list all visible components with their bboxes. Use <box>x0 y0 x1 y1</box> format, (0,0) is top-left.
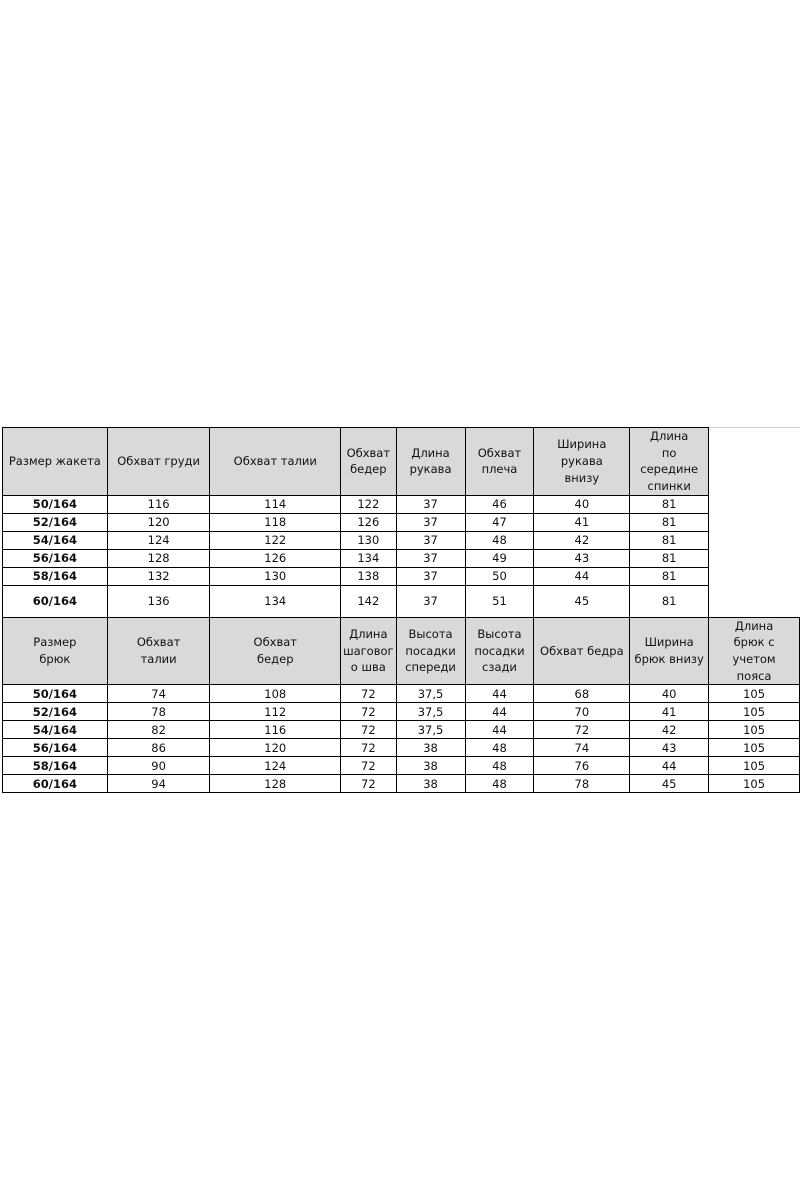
jacket-table-row <box>3 531 800 549</box>
jacket-value-cell: 43 <box>534 549 630 567</box>
header-text: брюк внизу <box>634 652 704 667</box>
jacket-value-cell: 37 <box>396 567 465 585</box>
header-text: Высота <box>408 627 453 642</box>
jacket-header-cell <box>630 428 709 496</box>
trousers-table-row <box>3 775 800 793</box>
header-text: брюк с учетом <box>732 635 776 667</box>
jacket-value-cell: 37 <box>396 513 465 531</box>
jacket-value-cell: 134 <box>210 585 341 617</box>
jacket-value-cell: 114 <box>210 495 341 513</box>
trousers-value-cell: 44 <box>465 685 534 703</box>
header-text: Обхват <box>136 635 181 650</box>
header-text: о шва <box>350 660 386 675</box>
trousers-header-cell <box>709 617 800 685</box>
jacket-value-cell: 37 <box>396 495 465 513</box>
header-text: плеча <box>481 462 518 477</box>
jacket-value-cell: 124 <box>107 531 210 549</box>
trousers-table-row <box>3 685 800 703</box>
trousers-header-cell <box>534 617 630 685</box>
jacket-value-cell: 122 <box>341 495 397 513</box>
trousers-header-cell <box>107 617 210 685</box>
jacket-header-cell <box>341 428 397 496</box>
header-text: Обхват бедра <box>540 643 624 658</box>
jacket-value-cell: 118 <box>210 513 341 531</box>
trousers-value-cell: 72 <box>341 721 397 739</box>
jacket-table-row <box>3 585 800 617</box>
header-text: Ширина рукава <box>557 437 607 468</box>
trousers-value-cell: 124 <box>210 757 341 775</box>
trousers-value-cell: 38 <box>396 757 465 775</box>
header-text: Ширина <box>644 635 694 650</box>
header-text: посадки <box>474 643 525 658</box>
trousers-value-cell: 72 <box>341 685 397 703</box>
jacket-value-cell: 81 <box>630 513 709 531</box>
trousers-value-cell: 120 <box>210 739 341 757</box>
jacket-value-cell: 126 <box>210 549 341 567</box>
jacket-value-cell: 42 <box>534 531 630 549</box>
jacket-value-cell: 45 <box>534 585 630 617</box>
trousers-table-row <box>3 721 800 739</box>
jacket-value-cell: 81 <box>630 495 709 513</box>
trousers-table-row <box>3 739 800 757</box>
jacket-table-row <box>3 495 800 513</box>
trousers-value-cell: 43 <box>630 739 709 757</box>
trousers-header-cell <box>630 617 709 685</box>
jacket-value-cell: 134 <box>341 549 397 567</box>
jacket-value-cell: 130 <box>341 531 397 549</box>
header-text: внизу <box>564 470 600 485</box>
empty-cell <box>709 531 800 549</box>
jacket-value-cell: 46 <box>465 495 534 513</box>
header-text: Обхват <box>253 635 297 650</box>
trousers-value-cell: 72 <box>341 775 397 793</box>
trousers-value-cell: 44 <box>465 703 534 721</box>
trousers-header-cell <box>3 617 108 685</box>
jacket-header-cell <box>3 428 108 496</box>
jacket-size-cell: 50/164 <box>3 495 108 513</box>
trousers-value-cell: 37,5 <box>396 721 465 739</box>
trousers-value-cell: 72 <box>341 739 397 757</box>
jacket-value-cell: 37 <box>396 531 465 549</box>
empty-cell <box>709 585 800 617</box>
header-text: посадки <box>405 643 456 658</box>
header-text: Длина <box>734 618 774 633</box>
jacket-value-cell: 81 <box>630 567 709 585</box>
trousers-table-row <box>3 703 800 721</box>
trousers-value-cell: 74 <box>107 685 210 703</box>
jacket-value-cell: 132 <box>107 567 210 585</box>
trousers-value-cell: 116 <box>210 721 341 739</box>
jacket-value-cell: 37 <box>396 585 465 617</box>
trousers-header-cell <box>210 617 341 685</box>
jacket-value-cell: 81 <box>630 531 709 549</box>
trousers-value-cell: 105 <box>709 775 800 793</box>
trousers-value-cell: 44 <box>630 757 709 775</box>
jacket-size-cell: 60/164 <box>3 585 108 617</box>
trousers-value-cell: 78 <box>534 775 630 793</box>
jacket-header-cell <box>107 428 210 496</box>
jacket-header-cell <box>534 428 630 496</box>
jacket-value-cell: 116 <box>107 495 210 513</box>
jacket-value-cell: 47 <box>465 513 534 531</box>
trousers-value-cell: 42 <box>630 721 709 739</box>
trousers-value-cell: 90 <box>107 757 210 775</box>
empty-cell <box>709 428 800 496</box>
jacket-header-cell <box>396 428 465 496</box>
trousers-value-cell: 105 <box>709 721 800 739</box>
header-text: пояса <box>736 668 772 683</box>
jacket-value-cell: 40 <box>534 495 630 513</box>
header-text: Обхват <box>477 445 522 460</box>
jacket-value-cell: 128 <box>107 549 210 567</box>
trousers-value-cell: 108 <box>210 685 341 703</box>
header-text: Длина <box>349 627 388 642</box>
header-text: спереди <box>405 660 456 675</box>
jacket-header-cell <box>210 428 341 496</box>
trousers-header-row <box>3 617 800 685</box>
jacket-value-cell: 37 <box>396 549 465 567</box>
trousers-value-cell: 45 <box>630 775 709 793</box>
trousers-size-cell: 50/164 <box>3 685 108 703</box>
header-text: по середине <box>640 445 699 477</box>
jacket-value-cell: 44 <box>534 567 630 585</box>
jacket-size-cell: 58/164 <box>3 567 108 585</box>
jacket-value-cell: 138 <box>341 567 397 585</box>
jacket-table-row <box>3 549 800 567</box>
size-chart-body <box>3 428 800 793</box>
header-text: Обхват <box>346 445 391 460</box>
jacket-header-row <box>3 428 800 496</box>
jacket-value-cell: 48 <box>465 531 534 549</box>
trousers-value-cell: 48 <box>465 757 534 775</box>
header-text: Размер жакета <box>8 454 101 468</box>
trousers-value-cell: 48 <box>465 775 534 793</box>
jacket-value-cell: 142 <box>341 585 397 617</box>
trousers-value-cell: 76 <box>534 757 630 775</box>
trousers-value-cell: 70 <box>534 703 630 721</box>
jacket-value-cell: 51 <box>465 585 534 617</box>
jacket-value-cell: 120 <box>107 513 210 531</box>
trousers-value-cell: 72 <box>534 721 630 739</box>
trousers-value-cell: 94 <box>107 775 210 793</box>
jacket-value-cell: 136 <box>107 585 210 617</box>
trousers-value-cell: 86 <box>107 739 210 757</box>
header-text: сзади <box>482 660 517 675</box>
jacket-value-cell: 130 <box>210 567 341 585</box>
trousers-value-cell: 37,5 <box>396 703 465 721</box>
jacket-table-row <box>3 567 800 585</box>
jacket-size-cell: 56/164 <box>3 549 108 567</box>
header-text: талии <box>140 652 177 667</box>
trousers-header-cell <box>465 617 534 685</box>
trousers-size-cell: 54/164 <box>3 721 108 739</box>
size-chart-table <box>2 427 800 793</box>
trousers-value-cell: 82 <box>107 721 210 739</box>
empty-cell <box>709 513 800 531</box>
header-text: шаговог <box>343 643 394 658</box>
trousers-table-row <box>3 757 800 775</box>
trousers-value-cell: 68 <box>534 685 630 703</box>
jacket-table-row <box>3 513 800 531</box>
empty-cell <box>709 495 800 513</box>
jacket-value-cell: 122 <box>210 531 341 549</box>
trousers-value-cell: 48 <box>465 739 534 757</box>
jacket-value-cell: 81 <box>630 585 709 617</box>
trousers-size-cell: 56/164 <box>3 739 108 757</box>
jacket-value-cell: 126 <box>341 513 397 531</box>
jacket-value-cell: 49 <box>465 549 534 567</box>
trousers-value-cell: 105 <box>709 739 800 757</box>
empty-cell <box>709 549 800 567</box>
header-text: Длина <box>649 429 689 443</box>
trousers-value-cell: 37,5 <box>396 685 465 703</box>
trousers-value-cell: 44 <box>465 721 534 739</box>
trousers-size-cell: 58/164 <box>3 757 108 775</box>
trousers-value-cell: 112 <box>210 703 341 721</box>
jacket-size-cell: 52/164 <box>3 513 108 531</box>
header-text: рукава <box>409 462 452 477</box>
trousers-header-cell <box>341 617 397 685</box>
trousers-value-cell: 38 <box>396 775 465 793</box>
header-text: Высота <box>477 627 522 642</box>
jacket-value-cell: 41 <box>534 513 630 531</box>
trousers-value-cell: 105 <box>709 685 800 703</box>
trousers-value-cell: 72 <box>341 703 397 721</box>
trousers-value-cell: 41 <box>630 703 709 721</box>
jacket-header-cell <box>465 428 534 496</box>
header-text: бедер <box>257 652 294 667</box>
trousers-value-cell: 105 <box>709 757 800 775</box>
trousers-value-cell: 40 <box>630 685 709 703</box>
jacket-value-cell: 81 <box>630 549 709 567</box>
header-text: спинки <box>647 479 691 494</box>
trousers-size-cell: 60/164 <box>3 775 108 793</box>
header-text: Размер <box>33 635 77 650</box>
jacket-value-cell: 50 <box>465 567 534 585</box>
jacket-size-cell: 54/164 <box>3 531 108 549</box>
header-text: брюк <box>39 652 71 667</box>
trousers-header-cell <box>396 617 465 685</box>
trousers-value-cell: 78 <box>107 703 210 721</box>
header-text: Обхват талии <box>233 454 317 468</box>
trousers-value-cell: 72 <box>341 757 397 775</box>
trousers-value-cell: 74 <box>534 739 630 757</box>
header-text: бедер <box>350 462 387 477</box>
header-text: Длина <box>411 445 450 460</box>
header-text: Обхват груди <box>117 454 200 468</box>
trousers-value-cell: 128 <box>210 775 341 793</box>
trousers-value-cell: 38 <box>396 739 465 757</box>
trousers-size-cell: 52/164 <box>3 703 108 721</box>
empty-cell <box>709 567 800 585</box>
trousers-value-cell: 105 <box>709 703 800 721</box>
